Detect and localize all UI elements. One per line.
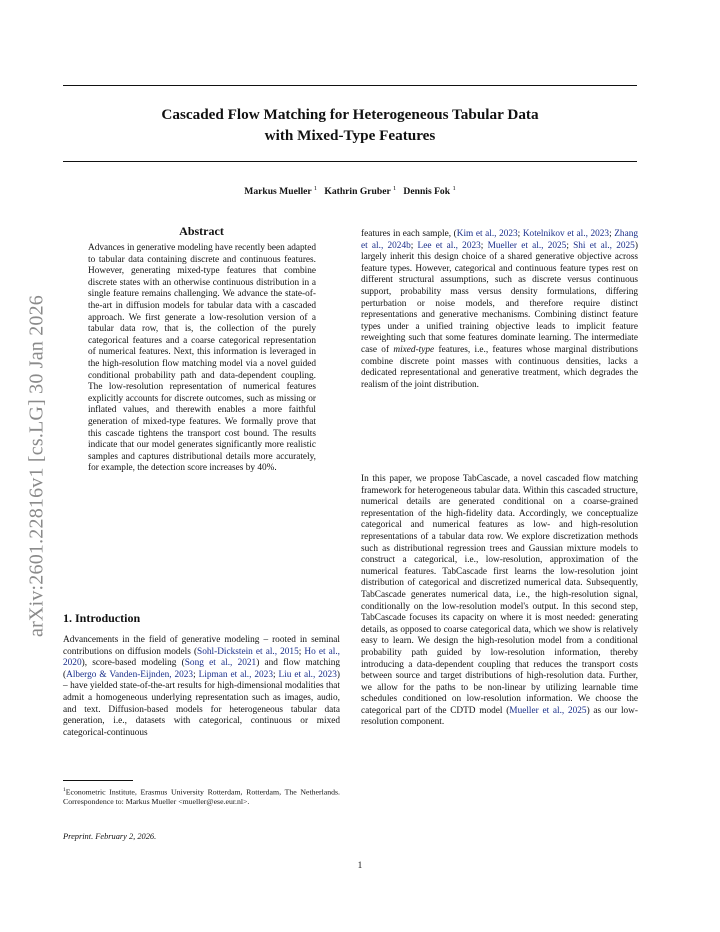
section-heading: 1. Introduction [63, 611, 141, 625]
citation-link[interactable]: Kim et al., 2023 [456, 229, 518, 239]
citation-link[interactable]: Liu et al., 2023 [278, 669, 337, 680]
footnote-text: Econometric Institute, Erasmus University Rotterdam, Rotterdam, The Netherlands. Correspondence to: Markus Mueller <mueller@ese.eur.nl>. [63, 787, 340, 807]
author-name: Dennis Fok [403, 186, 451, 198]
citation-link[interactable]: Song et al., 2021 [184, 658, 257, 669]
footnote-mark: 1 [63, 787, 66, 793]
author-name: Kathrin Gruber [324, 186, 391, 198]
right-paragraph-1 [361, 229, 638, 391]
citation-link[interactable]: Mueller et al., 2025 [509, 705, 587, 716]
author-list [63, 185, 637, 197]
title-line-2: with Mixed-Type Features [264, 127, 436, 144]
body-text: ) largely inherit this design choice of a shared generative objective across feature types. However, categorical and continuous feature types rest on different structural assumptions, such as discrete versus continuous support, probability mass versus density formulations, differing perturbation or noise models, and therefore require distinct representations and generative mechanisms. Combining distinct feature types under a unified training objective leads to implicit feature reweighting such that some features dominate learning. The intermediate case of [361, 240, 638, 355]
citation-link[interactable]: Albergo & Vanden-Eijnden, 2023 [66, 669, 194, 680]
citation-link[interactable]: Mueller et al., 2025 [487, 240, 567, 251]
author-name: Markus Mueller [244, 186, 312, 198]
citation-link[interactable]: Shi et al., 2025 [573, 240, 635, 251]
author-affil-mark: 1 [392, 185, 397, 192]
citation-link[interactable]: Kotelnikov et al., 2023 [522, 229, 610, 239]
paper-title [63, 104, 637, 146]
abstract-heading: Abstract [179, 224, 224, 238]
citation-link[interactable]: Lee et al., 2023 [417, 240, 481, 251]
footnote-rule [63, 780, 133, 781]
body-text: features in each sample, ( [361, 229, 457, 239]
separator: ; [410, 240, 418, 251]
separator: ; [517, 229, 523, 239]
intro-paragraph [63, 635, 340, 739]
title-bottom-rule [63, 161, 637, 162]
separator: ; [298, 646, 305, 657]
body-text: In this paper, we propose TabCascade, a novel cascaded flow matching framework for heterogeneous tabular data. Within this cascaded structure, numerical details are generated conditional on a coarse-grained representation of the high-fidelity data. Accordingly, we conceptualize categorical and numerical features as low- and high-resolution representations of a tabular data row. We explore discretization methods such as distributional regression trees and Gaussian mixture models to construct a categorical, i.e., low-resolution, approximation of the numerical features. TabCascade first learns the low-resolution joint distribution of categorical and discretized numerical data. Subsequently, TabCascade generates numerical data, i.e., the high-resolution signal, conditionally on the low-resolution model's output. In this second step, TabCascade focuses its capacity on where it is most needed: generating details, as opposed to coarse categorical data, which we show is relatively easy to learn. We design the high-resolution model from a conditional probability path guided by low-resolution information, thereby introducing a data-dependent coupling that reduces the transport costs between source and target distributions of high-resolution data. Further, we allow for the paths to be non-linear by utilizing learnable time schedules conditioned on low-resolution information. We choose the categorical part of the CDTD model ( [361, 474, 638, 716]
author-affil-mark: 1 [313, 185, 318, 192]
citation-link[interactable]: Sohl-Dickstein et al., 2015 [197, 646, 299, 657]
separator: ; [193, 669, 199, 680]
footnote [63, 786, 340, 807]
right-paragraph-2 [361, 474, 638, 729]
body-text: ) as our low-resolution component. [361, 705, 638, 728]
title-line-1: Cascaded Flow Matching for Heterogeneous Tabular Data [161, 106, 539, 123]
page-number: 1 [357, 861, 363, 871]
citation-link[interactable]: Ho et al., 2020 [63, 646, 340, 669]
separator: ; [480, 240, 488, 251]
title-top-rule [63, 85, 637, 86]
emphasis-text: mixed-type [393, 344, 435, 355]
intro-text: ) and flow matching ( [63, 658, 340, 680]
separator: ; [609, 229, 615, 239]
intro-text: ), score-based modeling ( [81, 658, 185, 669]
intro-text: Advancements in the field of generative modeling – rooted in seminal contributions on diffusion models ( [63, 635, 340, 657]
intro-text: ) – have yielded state-of-the-art results for high-dimensional modalities that admit a homogeneous underlying representation such as images, audio, and text. Diffusion-based models for heterogeneous tabular data generation, i.e., datasets with categorical, continuous or mixed categorical-continuous [63, 669, 340, 738]
abstract-text: Advances in generative modeling have recently been adapted to tabular data containing discrete and continuous features. However, generating mixed-type features that combine discrete states with an otherwise continuous distribution in a single feature remains challenging. We advance the state-of-the-art in diffusion models for tabular data with a cascaded approach. We first generate a low-resolution version of a tabular data row, that is, the collection of the purely categorical features and a coarse categorical representation of numerical features. Next, this information is leveraged in the high-resolution flow matching model via a novel guided conditional probability path and data-dependent coupling. The low-resolution representation of numerical features explicitly accounts for discrete outcomes, such as missing or inflated values, and therewith enables a more faithful generation of mixed-type features. We formally prove that this cascade tightens the transport cost bound. The results indicate that our model generates significantly more realistic samples and captures distributional details more accurately, for example, the detection score increases by 40%. [88, 243, 316, 474]
citation-link[interactable]: Zhang et al., 2024b [361, 229, 639, 251]
separator: ; [272, 669, 279, 680]
arxiv-stamp: arXiv:2601.22816v1 [cs.LG] 30 Jan 2026 [25, 295, 48, 637]
preprint-note: Preprint. February 2, 2026. [63, 832, 157, 841]
citation-link[interactable]: Lipman et al., 2023 [198, 669, 273, 680]
separator: ; [566, 240, 574, 251]
body-text: features, i.e., features whose marginal distributions combine discrete point masses with continuous densities, lacks a dedicated representational and generative treatment, which degrades the realism of the joint distribution. [361, 344, 638, 390]
author-affil-mark: 1 [452, 185, 456, 192]
